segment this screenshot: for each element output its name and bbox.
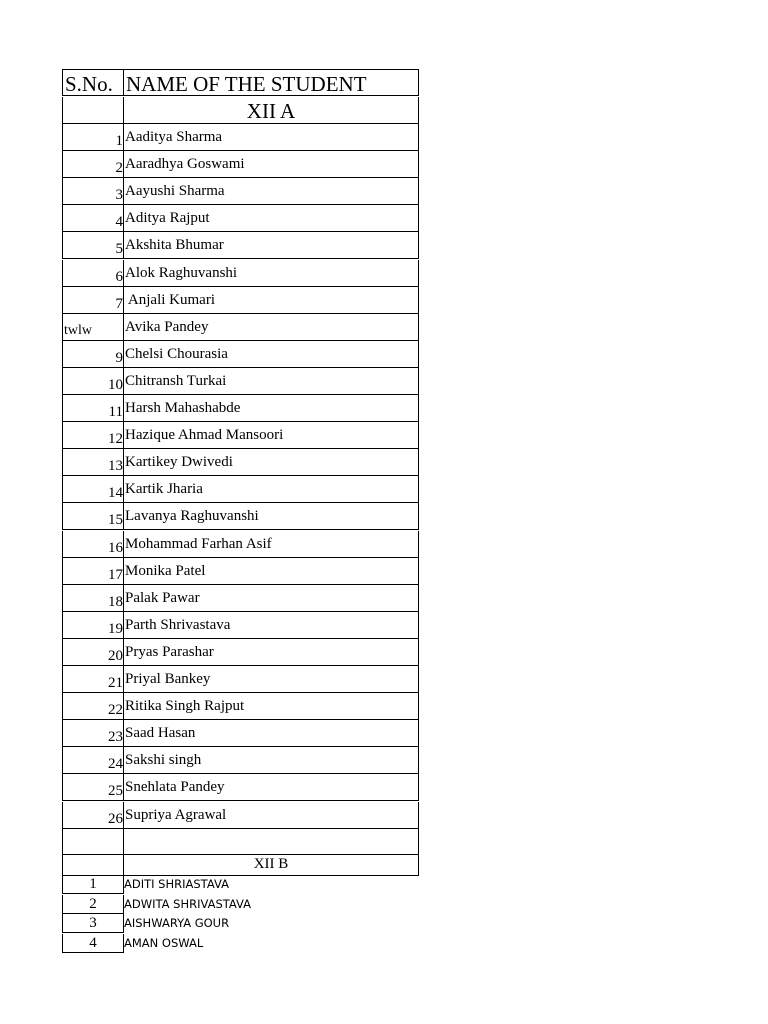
student-name: Anjali Kumari	[123, 287, 419, 314]
student-name: Sakshi singh	[123, 747, 419, 774]
student-name: ADITI SHRIASTAVA	[124, 877, 229, 891]
student-name: Aditya Rajput	[123, 205, 419, 232]
student-name: ADWITA SHRIVASTAVA	[124, 896, 252, 911]
student-name: Priyal Bankey	[123, 666, 419, 693]
student-name: Monika Patel	[123, 558, 419, 585]
section-a-title: XII A	[123, 97, 419, 124]
student-name: Chitransh Turkai	[123, 368, 419, 395]
row-number: 9	[62, 341, 124, 368]
student-name: AISHWARYA GOUR	[124, 916, 230, 930]
row-number: 15	[62, 503, 124, 530]
student-name: Aaditya Sharma	[123, 124, 419, 151]
student-name: Alok Raghuvanshi	[123, 260, 419, 287]
student-name: Snehlata Pandey	[123, 774, 419, 801]
row-number: 4	[62, 205, 124, 232]
row-number: 18	[62, 585, 124, 612]
row-number: 24	[62, 747, 124, 774]
student-name: Lavanya Raghuvanshi	[123, 503, 419, 530]
row-number: 3	[62, 178, 124, 205]
row-number: 16	[62, 531, 124, 558]
row-number: 14	[62, 476, 124, 503]
row-number: 25	[62, 774, 124, 801]
student-name: AMAN OSWAL	[124, 935, 204, 950]
row-number: 5	[62, 232, 124, 259]
sno-header: S.No.	[62, 69, 124, 96]
row-number: 21	[62, 666, 124, 693]
row-number: 22	[62, 693, 124, 720]
row-number: 11	[62, 395, 124, 422]
row-number: twlw	[62, 314, 124, 341]
row-number: 4	[62, 934, 124, 953]
student-name: Mohammad Farhan Asif	[123, 531, 419, 558]
row-number: 17	[62, 558, 124, 585]
student-name: Supriya Agrawal	[123, 802, 419, 829]
student-name: Palak Pawar	[123, 585, 419, 612]
row-number: 1	[62, 875, 124, 894]
row-number: 3	[62, 914, 124, 933]
student-name: Kartikey Dwivedi	[123, 449, 419, 476]
student-name: Harsh Mahashabde	[123, 395, 419, 422]
row-number: 26	[62, 802, 124, 829]
row-number: 19	[62, 612, 124, 639]
row-number: 23	[62, 720, 124, 747]
row-number: 12	[62, 422, 124, 449]
section-b-title: XII B	[123, 855, 419, 876]
student-name: Aayushi Sharma	[123, 178, 419, 205]
student-name: Avika Pandey	[123, 314, 419, 341]
student-name: Saad Hasan	[123, 720, 419, 747]
student-name: Ritika Singh Rajput	[123, 693, 419, 720]
student-name: Akshita Bhumar	[123, 232, 419, 259]
row-number: 2	[62, 895, 124, 914]
student-name: Kartik Jharia	[123, 476, 419, 503]
student-name: Hazique Ahmad Mansoori	[123, 422, 419, 449]
row-number: 20	[62, 639, 124, 666]
student-name: Parth Shrivastava	[123, 612, 419, 639]
student-name: Pryas Parashar	[123, 639, 419, 666]
name-header: NAME OF THE STUDENT	[123, 69, 419, 96]
row-number: 13	[62, 449, 124, 476]
row-number: 10	[62, 368, 124, 395]
student-name: Aaradhya Goswami	[123, 151, 419, 178]
student-name: Chelsi Chourasia	[123, 341, 419, 368]
row-number: 6	[62, 260, 124, 287]
row-number: 2	[62, 151, 124, 178]
row-number: 7	[62, 287, 124, 314]
row-number: 1	[62, 124, 124, 151]
